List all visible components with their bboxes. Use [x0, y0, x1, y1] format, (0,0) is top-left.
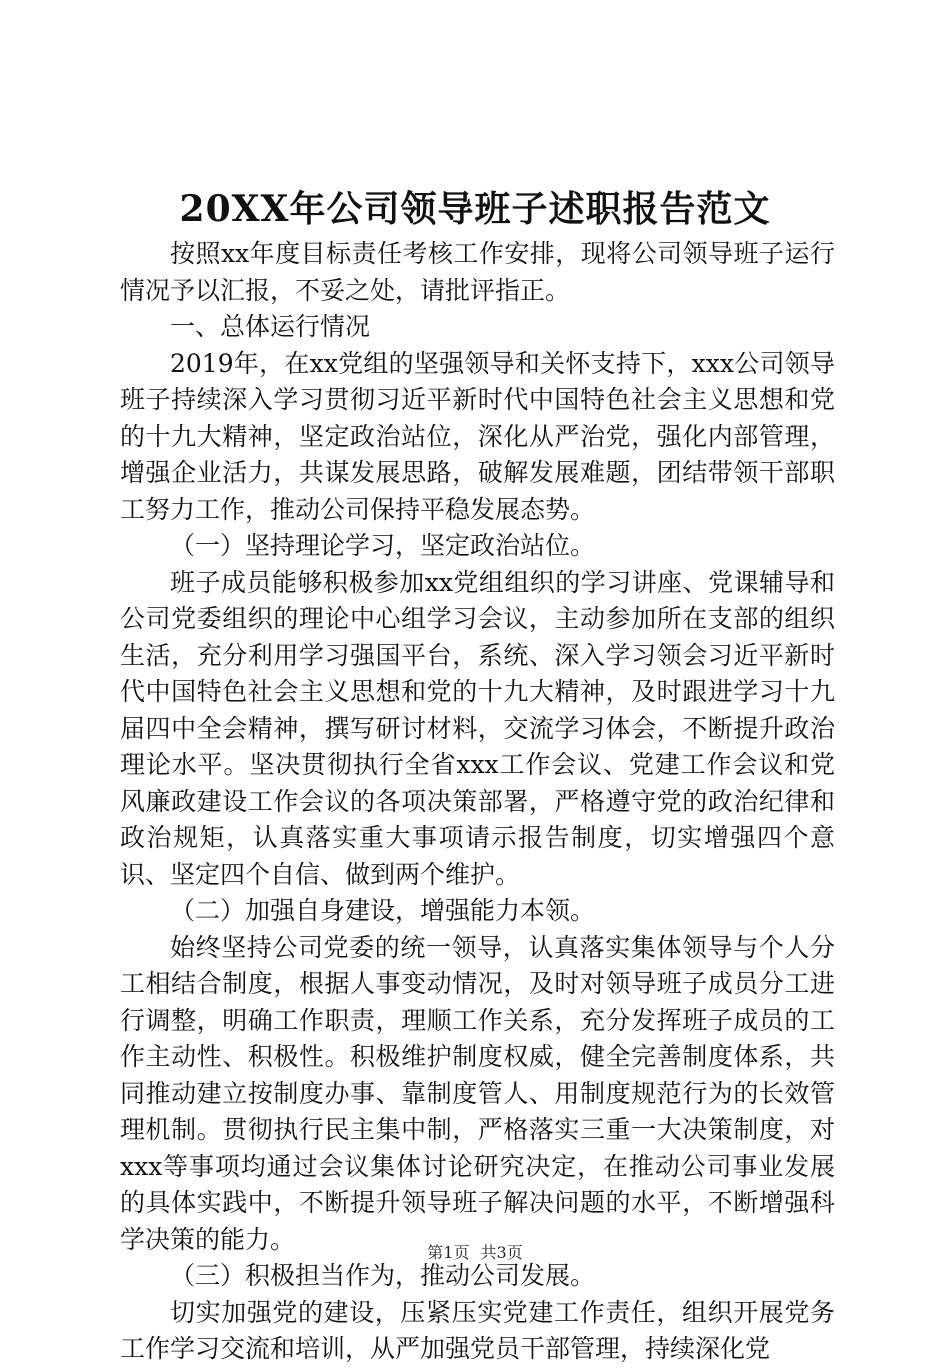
paragraph-overall: 2019年，在xx党组的坚强领导和关怀支持下，xxx公司领导班子持续深入学习贯彻习近平新时代中国特色社会主义思想和党的十九大精神，坚定政治站位，深化从严治党，强化内部管理，增强企业活力，共谋发展思路，破解发展难题，团结带领干部职工努力工作，推动公司保持平稳发展态势。 — [120, 348, 835, 524]
paragraph-intro: 按照xx年度目标责任考核工作安排，现将公司领导班子运行情况予以汇报，不妥之处，请批评指正。 — [120, 239, 835, 305]
document-body — [120, 236, 835, 1368]
subsection-heading-1: （一）坚持理论学习，坚定政治站位。 — [170, 531, 596, 560]
page-total: 共3页 — [480, 1243, 523, 1262]
paragraph-theory-study: 班子成员能够积极参加xx党组组织的学习讲座、党课辅导和公司党委组织的理论中心组学习会议，主动参加所在支部的组织生活，充分利用学习强国平台，系统、深入学习领会习近平新时代中国特色社会主义思想和党的十九大精神，及时跟进学习十九届四中全会精神，撰写研讨材料，交流学习体会，不断提升政治理论水平。坚决贯彻执行全省xxx工作会议、党建工作会议和党风廉政建设工作会议的各项决策部署，严格遵守党的政治纪律和政治规矩，认真落实重大事项请示报告制度，切实增强四个意识、坚定四个自信、做到两个维护。 — [120, 567, 835, 889]
subsection-heading-3: （三）积极担当作为，推动公司发展。 — [170, 1261, 596, 1290]
subsection-heading-2: （二）加强自身建设，增强能力本领。 — [170, 896, 596, 925]
section-heading-overall: 一、总体运行情况 — [170, 312, 371, 341]
page-footer — [0, 1242, 950, 1264]
document-title: 20XX年公司领导班子述职报告范文 — [179, 188, 771, 230]
paragraph-development: 切实加强党的建设，压紧压实党建工作责任，组织开展党务工作学习交流和培训，从严加强党员干部管理，持续深化党 — [120, 1297, 835, 1363]
page-number: 第1页 — [427, 1243, 470, 1262]
paragraph-self-building: 始终坚持公司党委的统一领导，认真落实集体领导与个人分工相结合制度，根据人事变动情况，及时对领导班子成员分工进行调整，明确工作职责，理顺工作关系，充分发挥班子成员的工作主动性、积极性。积极维护制度权威，健全完善制度体系，共同推动建立按制度办事、靠制度管人、用制度规范行为的长效管理机制。贯彻执行民主集中制，严格落实三重一大决策制度，对xxx等事项均通过会议集体讨论研究决定，在推动公司事业发展的具体实践中，不断提升领导班子解决问题的水平，不断增强科学决策的能力。 — [120, 932, 835, 1254]
